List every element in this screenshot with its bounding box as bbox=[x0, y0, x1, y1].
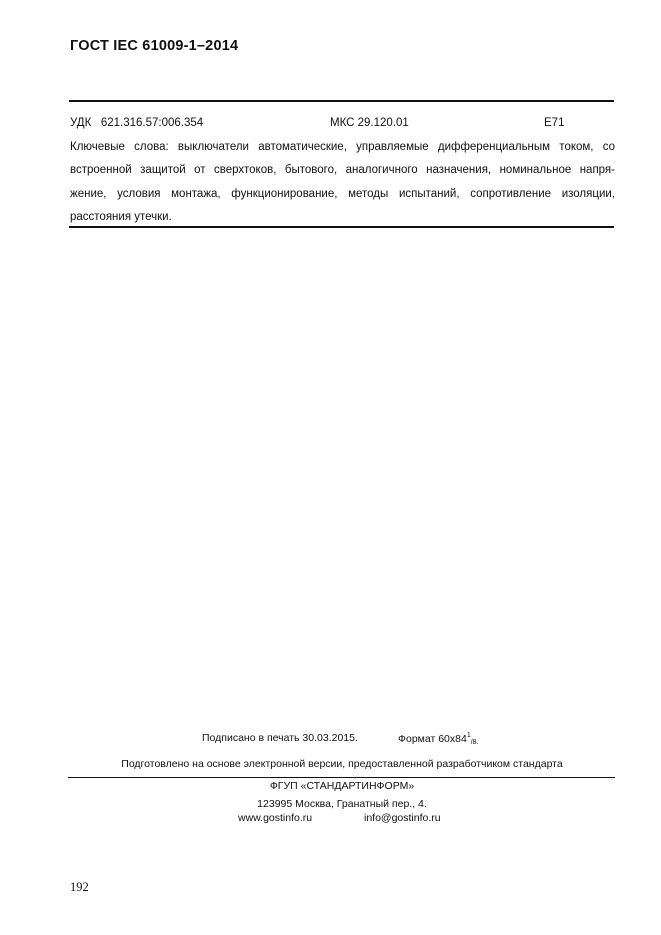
classifier-code: E71 bbox=[544, 117, 565, 129]
signed-date: Подписано в печать 30.03.2015. bbox=[202, 732, 358, 744]
keywords-line: Ключевые слова: выключатели автоматические, управляемые дифференциальным током, со bbox=[70, 141, 615, 153]
udk-code: УДК 621.316.57:006.354 bbox=[70, 117, 204, 129]
bottom-divider bbox=[68, 777, 615, 778]
email-link[interactable]: info@gostinfo.ru bbox=[364, 812, 441, 824]
document-title: ГОСТ IEC 61009-1–2014 bbox=[70, 38, 239, 54]
publisher-address: 123995 Москва, Гранатный пер., 4. bbox=[257, 798, 427, 810]
keywords-paragraph bbox=[70, 136, 615, 229]
middle-divider bbox=[69, 226, 614, 228]
publisher-name: ФГУП «СТАНДАРТИНФОРМ» bbox=[269, 780, 415, 792]
keywords-line: расстояния утечки. bbox=[70, 210, 172, 223]
format-denominator: /8. bbox=[470, 739, 479, 746]
paper-format bbox=[398, 732, 479, 746]
format-numerator: 1 bbox=[466, 732, 471, 739]
prepared-note: Подготовлено на основе электронной версии, предоставленной разработчиком стандарта bbox=[121, 758, 563, 770]
top-divider bbox=[69, 100, 614, 102]
website-link[interactable]: www.gostinfo.ru bbox=[238, 812, 313, 824]
page-number: 192 bbox=[70, 880, 89, 894]
keywords-line: жение, условия монтажа, функционирование, методы испытаний, сопротивление изоляции, bbox=[70, 187, 615, 200]
keywords-line: встроенной защитой от сверхтоков, бытового, аналогичного назначения, номинальное напря- bbox=[70, 164, 615, 177]
mks-code: МКС 29.120.01 bbox=[330, 117, 409, 129]
format-label: Формат 60x84 bbox=[398, 733, 467, 745]
